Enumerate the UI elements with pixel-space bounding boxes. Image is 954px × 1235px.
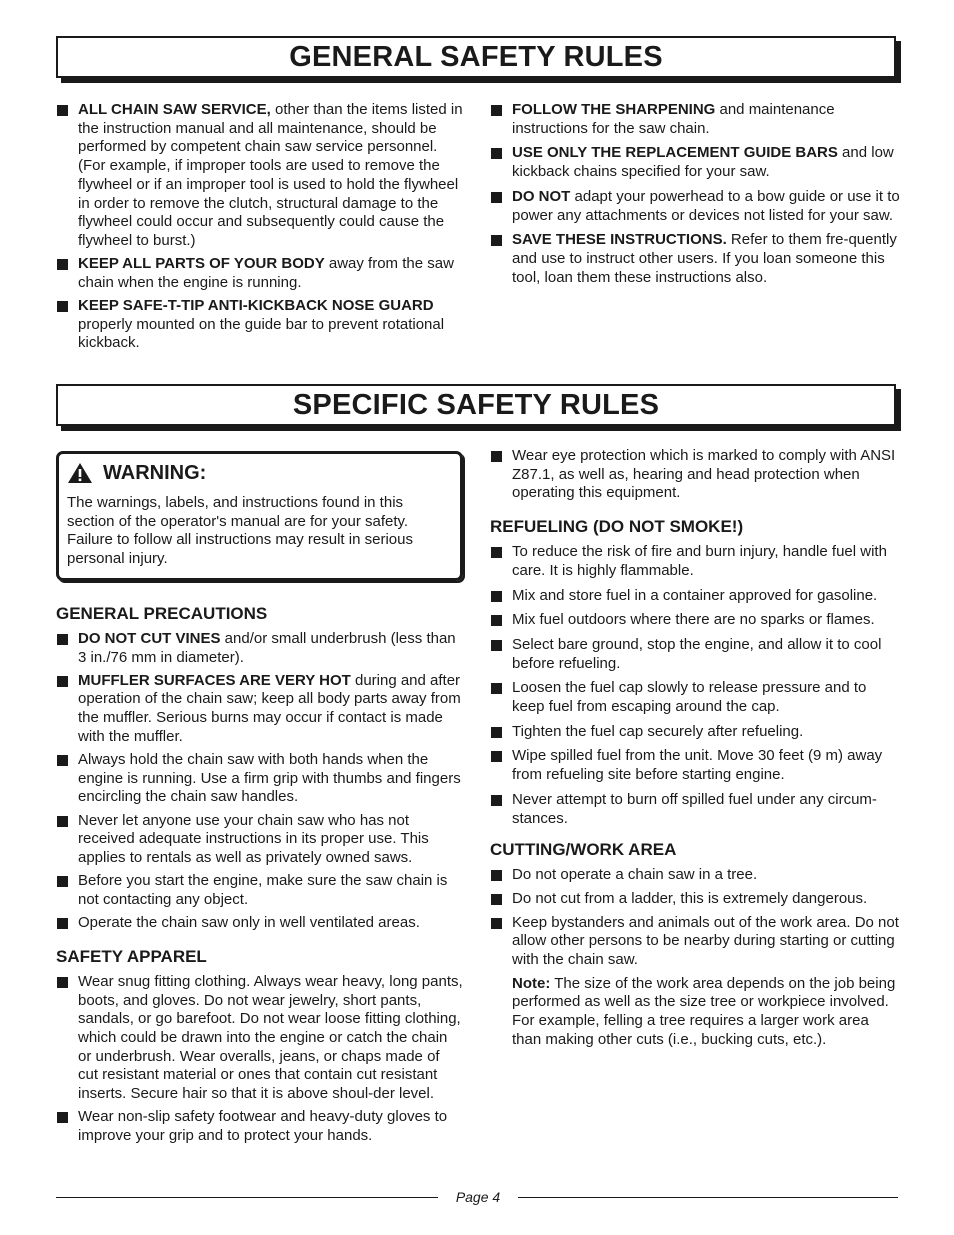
list-item: MUFFLER SURFACES ARE VERY HOT during and after operation of the chain saw; keep all body parts away from the muffler. Serious burns may occur if contact is made with the muffler. bbox=[56, 672, 463, 747]
list-item: Wear non-slip safety footwear and heavy-duty gloves to improve your grip and to protect your hands. bbox=[56, 1108, 463, 1145]
list-item: Do not operate a chain saw in a tree. bbox=[490, 866, 900, 885]
list-item: SAVE THESE INSTRUCTIONS. Refer to them fre-quently and use to instruct other users. If you loan someone this tool, loan them these instructions also. bbox=[490, 231, 900, 287]
list-item: Mix and store fuel in a container approved for gasoline. bbox=[490, 587, 900, 606]
warning-box bbox=[56, 451, 463, 581]
list-item: Before you start the engine, make sure the saw chain is not contacting any object. bbox=[56, 872, 463, 909]
list-item: Wipe spilled fuel from the unit. Move 30 feet (9 m) away from refueling site before starting engine. bbox=[490, 747, 900, 784]
list-item: DO NOT CUT VINES and/or small underbrush (less than 3 in./76 mm in diameter). bbox=[56, 630, 463, 667]
list-item: Always hold the chain saw with both hands when the engine is running. Use a firm grip with thumbs and fingers encircling the chain saw handles. bbox=[56, 751, 463, 807]
list-item: Never let anyone use your chain saw who has not received adequate instructions in its proper use. This applies to rentals as well as privately owned saws. bbox=[56, 812, 463, 868]
safety-apparel-heading: SAFETY APPAREL bbox=[56, 946, 207, 966]
list-item: Mix fuel outdoors where there are no sparks or flames. bbox=[490, 611, 900, 630]
list-item: Never attempt to burn off spilled fuel under any circum-stances. bbox=[490, 791, 900, 828]
footer-rule-right bbox=[518, 1197, 898, 1198]
refueling-heading: REFUELING (DO NOT SMOKE!) bbox=[490, 517, 744, 537]
warning-triangle-icon bbox=[67, 462, 93, 484]
cutting-note: Note: The size of the work area depends on the job being performed as well as the size tree or workpiece involved. For example, felling a tree requires a larger work area than making other cuts (i.e., bucking cuts, etc.). bbox=[512, 974, 896, 1048]
list-item: Tighten the fuel cap securely after refueling. bbox=[490, 723, 900, 742]
list-item: KEEP SAFE-T-TIP ANTI-KICKBACK NOSE GUARD properly mounted on the guide bar to prevent rotational kickback. bbox=[56, 297, 463, 353]
specific-rules-left-column bbox=[56, 451, 463, 1150]
list-item: KEEP ALL PARTS OF YOUR BODY away from the saw chain when the engine is running. bbox=[56, 255, 463, 292]
general-safety-rules-title: GENERAL SAFETY RULES bbox=[56, 36, 896, 78]
cutting-work-area-heading: CUTTING/WORK AREA bbox=[490, 840, 677, 860]
warning-heading: WARNING: bbox=[103, 462, 207, 484]
list-item: USE ONLY THE REPLACEMENT GUIDE BARS and low kickback chains specified for your saw. bbox=[490, 144, 900, 181]
general-rules-left-column bbox=[56, 101, 463, 358]
list-item: ALL CHAIN SAW SERVICE, other than the items listed in the instruction manual and all maintenance, should be performed by competent chain saw service personnel. (For example, if improper tools are used to remove the flywheel or if an improper tool is used to hold the flywheel in order to remove the clutch, structural damage to the flywheel could occur and subsequently could cause the flywheel to burst.) bbox=[56, 101, 463, 251]
list-item: Wear snug fitting clothing. Always wear heavy, long pants, boots, and gloves. Do not wear jewelry, short pants, sandals, or go barefoot. Do not wear loose fitting clothing, which could be drawn into the engine or catch the chain or underbrush. Wear overalls, jeans, or chaps made of cut resistant material or ones that contain cut resistant inserts. Secure hair so that it is above shoul-der level. bbox=[56, 973, 463, 1104]
list-item: Loosen the fuel cap slowly to release pressure and to keep fuel from escaping around the cap. bbox=[490, 679, 900, 716]
specific-safety-rules-title: SPECIFIC SAFETY RULES bbox=[56, 384, 896, 426]
footer-rule-left bbox=[56, 1197, 438, 1198]
list-item: To reduce the risk of fire and burn injury, handle fuel with care. It is highly flammable. bbox=[490, 543, 900, 580]
page-number: Page 4 bbox=[455, 1189, 501, 1205]
list-item: FOLLOW THE SHARPENING and maintenance instructions for the saw chain. bbox=[490, 101, 900, 138]
list-item: Select bare ground, stop the engine, and allow it to cool before refueling. bbox=[490, 636, 900, 673]
specific-rules-right-column bbox=[490, 447, 900, 1050]
list-item: Keep bystanders and animals out of the work area. Do not allow other persons to be nearby during starting or cutting with the chain saw. bbox=[490, 914, 900, 970]
general-rules-right-column bbox=[490, 101, 900, 293]
list-item: DO NOT adapt your powerhead to a bow guide or use it to power any attachments or devices not listed for your saw. bbox=[490, 188, 900, 225]
list-item: Do not cut from a ladder, this is extremely dangerous. bbox=[490, 890, 900, 909]
list-item: Operate the chain saw only in well ventilated areas. bbox=[56, 914, 463, 933]
warning-text: The warnings, labels, and instructions found in this section of the operator's manual are for your safety. Failure to follow all instructions may result in serious personal injury. bbox=[67, 494, 413, 568]
list-item: Wear eye protection which is marked to comply with ANSI Z87.1, as well as, hearing and head protection when operating this equipment. bbox=[490, 447, 900, 503]
general-precautions-heading: GENERAL PRECAUTIONS bbox=[56, 603, 268, 623]
